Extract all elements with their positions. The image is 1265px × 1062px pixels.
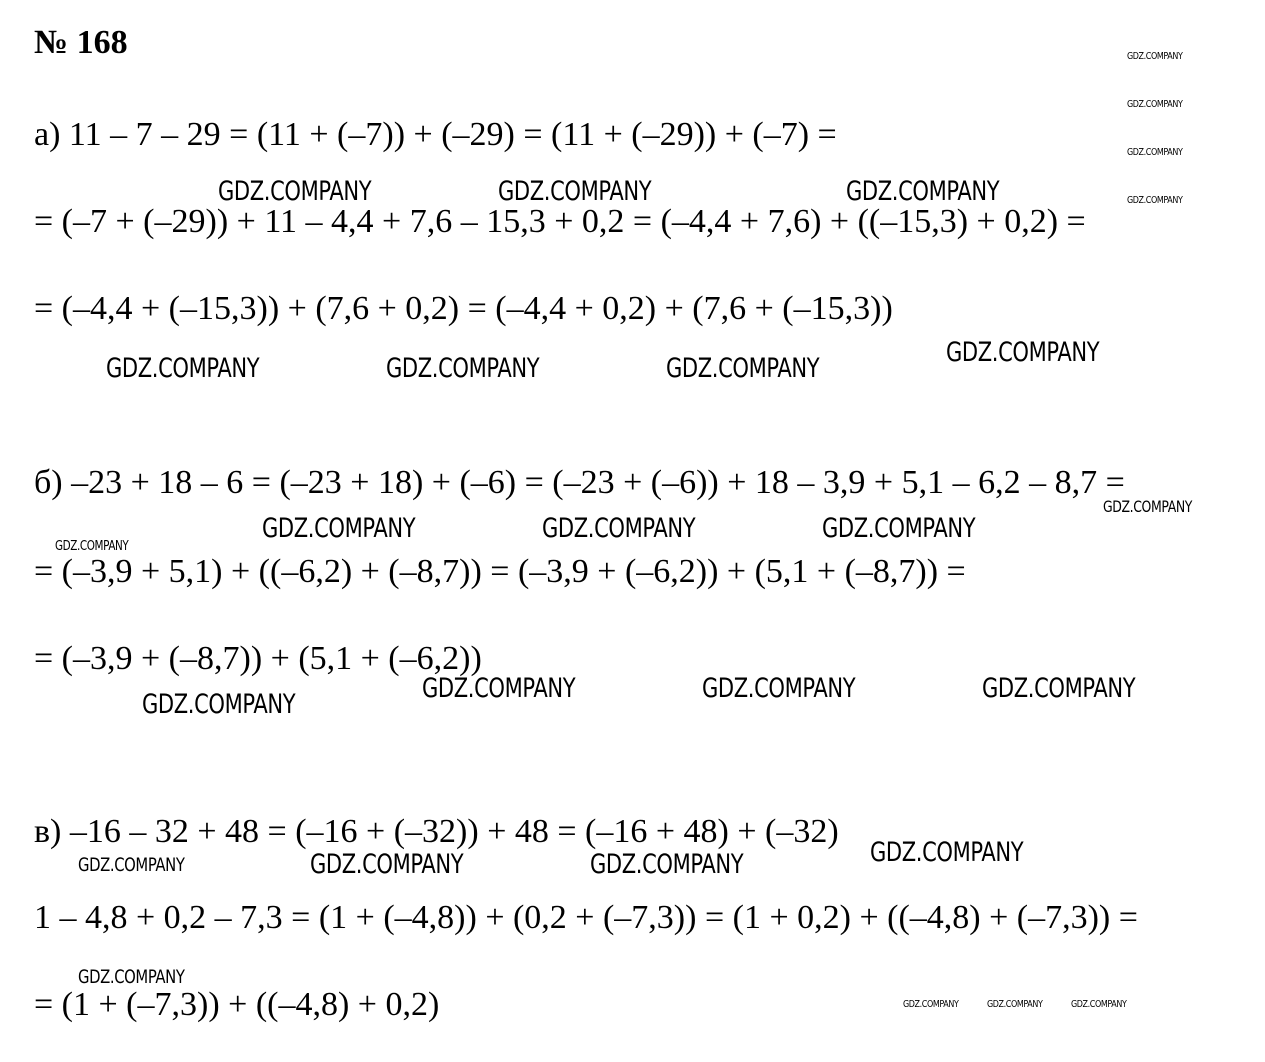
watermark: GDZ.COMPANY xyxy=(702,673,856,704)
watermark: GDZ.COMPANY xyxy=(982,673,1136,704)
watermark: GDZ.COMPANY xyxy=(78,966,185,988)
solution-line-v2: 1 – 4,8 + 0,2 – 7,3 = (1 + (–4,8)) + (0,2 + (–7,3)) = (1 + 0,2) + ((–4,8) + (–7,3)) = xyxy=(34,899,1138,936)
watermark: GDZ.COMPANY xyxy=(903,999,959,1010)
solution-line-b1: б) –23 + 18 – 6 = (–23 + 18) + (–6) = (–23 + (–6)) + 18 – 3,9 + 5,1 – 6,2 – 8,7 = xyxy=(34,464,1125,501)
watermark: GDZ.COMPANY xyxy=(846,176,1000,207)
watermark: GDZ.COMPANY xyxy=(590,849,744,880)
watermark: GDZ.COMPANY xyxy=(666,353,820,384)
watermark: GDZ.COMPANY xyxy=(870,837,1024,868)
problem-number: № 168 xyxy=(34,24,128,61)
watermark: GDZ.COMPANY xyxy=(1127,195,1183,206)
solution-line-b3: = (–3,9 + (–8,7)) + (5,1 + (–6,2)) xyxy=(34,640,482,677)
solution-line-a3: = (–4,4 + (–15,3)) + (7,6 + 0,2) = (–4,4 + 0,2) + (7,6 + (–15,3)) xyxy=(34,290,893,327)
watermark: GDZ.COMPANY xyxy=(542,513,696,544)
solution-line-a1: а) 11 – 7 – 29 = (11 + (–7)) + (–29) = (11 + (–29)) + (–7) = xyxy=(34,116,837,153)
solution-line-a2: = (–7 + (–29)) + 11 – 4,4 + 7,6 – 15,3 + 0,2 = (–4,4 + 7,6) + ((–15,3) + 0,2) = xyxy=(34,203,1086,240)
watermark: GDZ.COMPANY xyxy=(386,353,540,384)
watermark: GDZ.COMPANY xyxy=(55,539,129,554)
solution-line-b2: = (–3,9 + 5,1) + ((–6,2) + (–8,7)) = (–3,9 + (–6,2)) + (5,1 + (–8,7)) = xyxy=(34,553,966,590)
watermark: GDZ.COMPANY xyxy=(422,673,576,704)
watermark: GDZ.COMPANY xyxy=(498,176,652,207)
watermark: GDZ.COMPANY xyxy=(142,689,296,720)
watermark: GDZ.COMPANY xyxy=(106,353,260,384)
watermark: GDZ.COMPANY xyxy=(1103,497,1193,516)
watermark: GDZ.COMPANY xyxy=(262,513,416,544)
watermark: GDZ.COMPANY xyxy=(218,176,372,207)
solution-line-v3: = (1 + (–7,3)) + ((–4,8) + 0,2) xyxy=(34,986,440,1023)
watermark: GDZ.COMPANY xyxy=(1127,99,1183,110)
solution-line-v1: в) –16 – 32 + 48 = (–16 + (–32)) + 48 = (–16 + 48) + (–32) xyxy=(34,813,839,850)
watermark: GDZ.COMPANY xyxy=(987,999,1043,1010)
watermark: GDZ.COMPANY xyxy=(1127,51,1183,62)
watermark: GDZ.COMPANY xyxy=(822,513,976,544)
watermark: GDZ.COMPANY xyxy=(310,849,464,880)
watermark: GDZ.COMPANY xyxy=(1127,147,1183,158)
watermark: GDZ.COMPANY xyxy=(946,337,1100,368)
watermark: GDZ.COMPANY xyxy=(1071,999,1127,1010)
watermark: GDZ.COMPANY xyxy=(78,854,185,876)
